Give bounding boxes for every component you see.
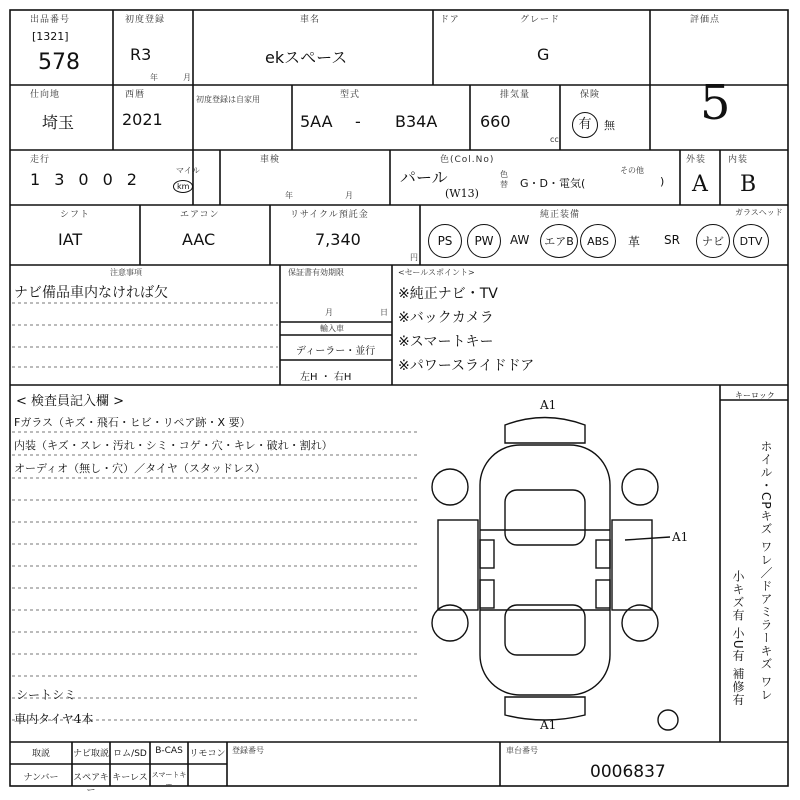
- footer-item: リモコン: [189, 749, 226, 759]
- sales-point: ※パワースライドドア: [398, 358, 535, 374]
- shift: IAT: [58, 230, 83, 249]
- footer-item: キーレス: [112, 773, 148, 783]
- inspector-section-label: < 検査員記入欄 >: [16, 394, 125, 409]
- keylock-label: キーロック: [735, 391, 775, 400]
- footer-item: 取説: [31, 749, 50, 759]
- grade: G: [537, 45, 550, 64]
- mileage-unit-mile: マイル: [176, 166, 200, 175]
- equipment-navi: ナビ: [696, 224, 730, 258]
- insurance-no: 無: [604, 119, 615, 132]
- recycle-fee: 7,340: [315, 230, 361, 249]
- equipment-label: 純正装備: [540, 210, 581, 220]
- ac-label: エアコン: [180, 210, 220, 220]
- displacement: 660: [480, 112, 511, 131]
- lot-number: 578: [38, 50, 80, 75]
- footer-item: ナビ取説: [72, 749, 109, 759]
- door-label: ドア: [440, 15, 460, 25]
- dest-label: 仕向地: [30, 90, 61, 100]
- reg-unit-year: 年: [150, 73, 158, 82]
- equipment-airbag: エアB: [540, 224, 578, 258]
- caution-text: ナビ備品車内なければ欠: [14, 285, 168, 301]
- inspection-month: 月: [345, 191, 353, 200]
- warranty-label: 保証書有効期限: [288, 268, 344, 277]
- inspector-line: Fガラス（キズ・飛石・ヒビ・リペア跡・X 要）: [14, 416, 251, 429]
- displacement-unit: cc: [550, 135, 559, 144]
- recycle-label: リサイクル預託金: [290, 210, 369, 220]
- equipment-pw: PW: [467, 224, 501, 258]
- year: 2021: [122, 110, 163, 129]
- footer-item: スマートキー: [151, 771, 187, 789]
- car-name-label: 車名: [300, 15, 321, 25]
- mileage-label: 走行: [30, 155, 51, 165]
- inspection-year: 年: [285, 191, 293, 200]
- caution-label: 注意事項: [110, 268, 142, 277]
- mileage-digit: 0: [78, 170, 89, 189]
- reg-era: R3: [130, 45, 152, 64]
- equipment-leather: 革: [628, 235, 641, 249]
- equipment-dtv: DTV: [733, 224, 769, 258]
- reg-number-label: 登録番号: [232, 746, 264, 755]
- fuel-other: その他: [620, 166, 644, 175]
- score-label: 評価点: [690, 15, 721, 25]
- footer-item: ナンバー: [23, 773, 59, 783]
- equipment-abs: ABS: [580, 224, 616, 258]
- model-code: B34A: [395, 112, 438, 131]
- displacement-label: 排気量: [500, 90, 531, 100]
- footer-item: ロム/SD: [113, 749, 147, 759]
- fuel-options: G・D・電気(: [520, 177, 586, 190]
- footer-item: B-CAS: [155, 746, 183, 756]
- year-label: 西暦: [125, 90, 146, 100]
- color-code: (W13): [445, 187, 479, 200]
- shift-label: シフト: [60, 210, 91, 220]
- grade-label: グレード: [520, 15, 561, 25]
- equipment-sunroof: SR: [664, 233, 680, 247]
- color-label: 色(Col.No): [440, 155, 495, 165]
- interior-label: 内装: [728, 155, 749, 165]
- model-label: 型式: [340, 90, 361, 100]
- first-reg-label: 初度登録: [125, 15, 166, 25]
- model-dash: -: [355, 112, 361, 131]
- exterior-label: 外装: [686, 155, 707, 165]
- sales-point: ※純正ナビ・TV: [398, 286, 498, 302]
- import-handle: 左H ・ 右H: [300, 372, 352, 383]
- mileage-unit-km: km: [173, 180, 193, 193]
- fuel-close: ): [660, 175, 665, 188]
- mileage-digit: 2: [126, 170, 137, 189]
- chassis-number: 0006837: [590, 762, 666, 782]
- model-year-label: 車検: [260, 155, 281, 165]
- mileage-digits: [30, 170, 137, 189]
- warranty-day: 日: [380, 308, 388, 317]
- sales-label: <セールスポイント>: [398, 268, 475, 277]
- keyless-label: ガラスヘッド: [735, 208, 783, 217]
- model-prefix: 5AA: [300, 112, 333, 131]
- car-name: ekスペース: [265, 48, 348, 67]
- inspector-line: オーディオ（無し・穴）／タイヤ（スタッドレス）: [14, 462, 266, 475]
- import-dealer: ディーラー・並行: [296, 346, 376, 357]
- damage-mark: A1: [672, 530, 689, 544]
- damage-mark: A1: [540, 718, 557, 732]
- color-change-label: 色替: [500, 170, 508, 189]
- equipment-aw: AW: [510, 233, 530, 247]
- inspector-line: 内装（キズ・スレ・汚れ・シミ・コゲ・穴・キレ・破れ・割れ）: [14, 439, 333, 452]
- equipment-ps: PS: [428, 224, 462, 258]
- damage-mark: A1: [540, 398, 557, 412]
- footer-item: スペアキー: [73, 773, 109, 796]
- mileage-digit: 1: [30, 170, 41, 189]
- insurance-label: 保険: [580, 90, 601, 100]
- car-diagram: [420, 395, 720, 735]
- right-note: 小キズ有 小U有 補修有: [731, 570, 745, 707]
- interior-grade: B: [740, 172, 757, 197]
- insurance-yes: 有: [572, 112, 598, 138]
- warranty-month: 月: [325, 308, 333, 317]
- mileage-digit: 3: [54, 170, 65, 189]
- handwritten-note: 車内タイヤ4本: [14, 712, 94, 726]
- sales-points: [398, 282, 718, 378]
- ac: AAC: [182, 230, 216, 249]
- recycle-unit: 円: [410, 253, 418, 262]
- mileage-digit: 0: [102, 170, 113, 189]
- auction-code: [1321]: [32, 30, 69, 43]
- sales-point: ※バックカメラ: [398, 310, 494, 326]
- exterior-grade: A: [692, 172, 708, 197]
- year-note: 初度登録は自家用: [196, 95, 260, 104]
- sales-point: ※スマートキー: [398, 334, 494, 350]
- color: パール: [400, 168, 448, 187]
- region: 埼玉: [42, 113, 75, 132]
- reg-unit-month: 月: [183, 73, 191, 82]
- import-label: 輸入車: [320, 324, 344, 333]
- lot-label: 出品番号: [30, 15, 71, 25]
- right-note: ホイル・CPキズ ワレ／ドアミラーキズ ワレ: [759, 440, 773, 702]
- score: 5: [700, 75, 731, 131]
- chassis-label: 車台番号: [506, 746, 538, 755]
- handwritten-note: シートシミ: [16, 688, 77, 702]
